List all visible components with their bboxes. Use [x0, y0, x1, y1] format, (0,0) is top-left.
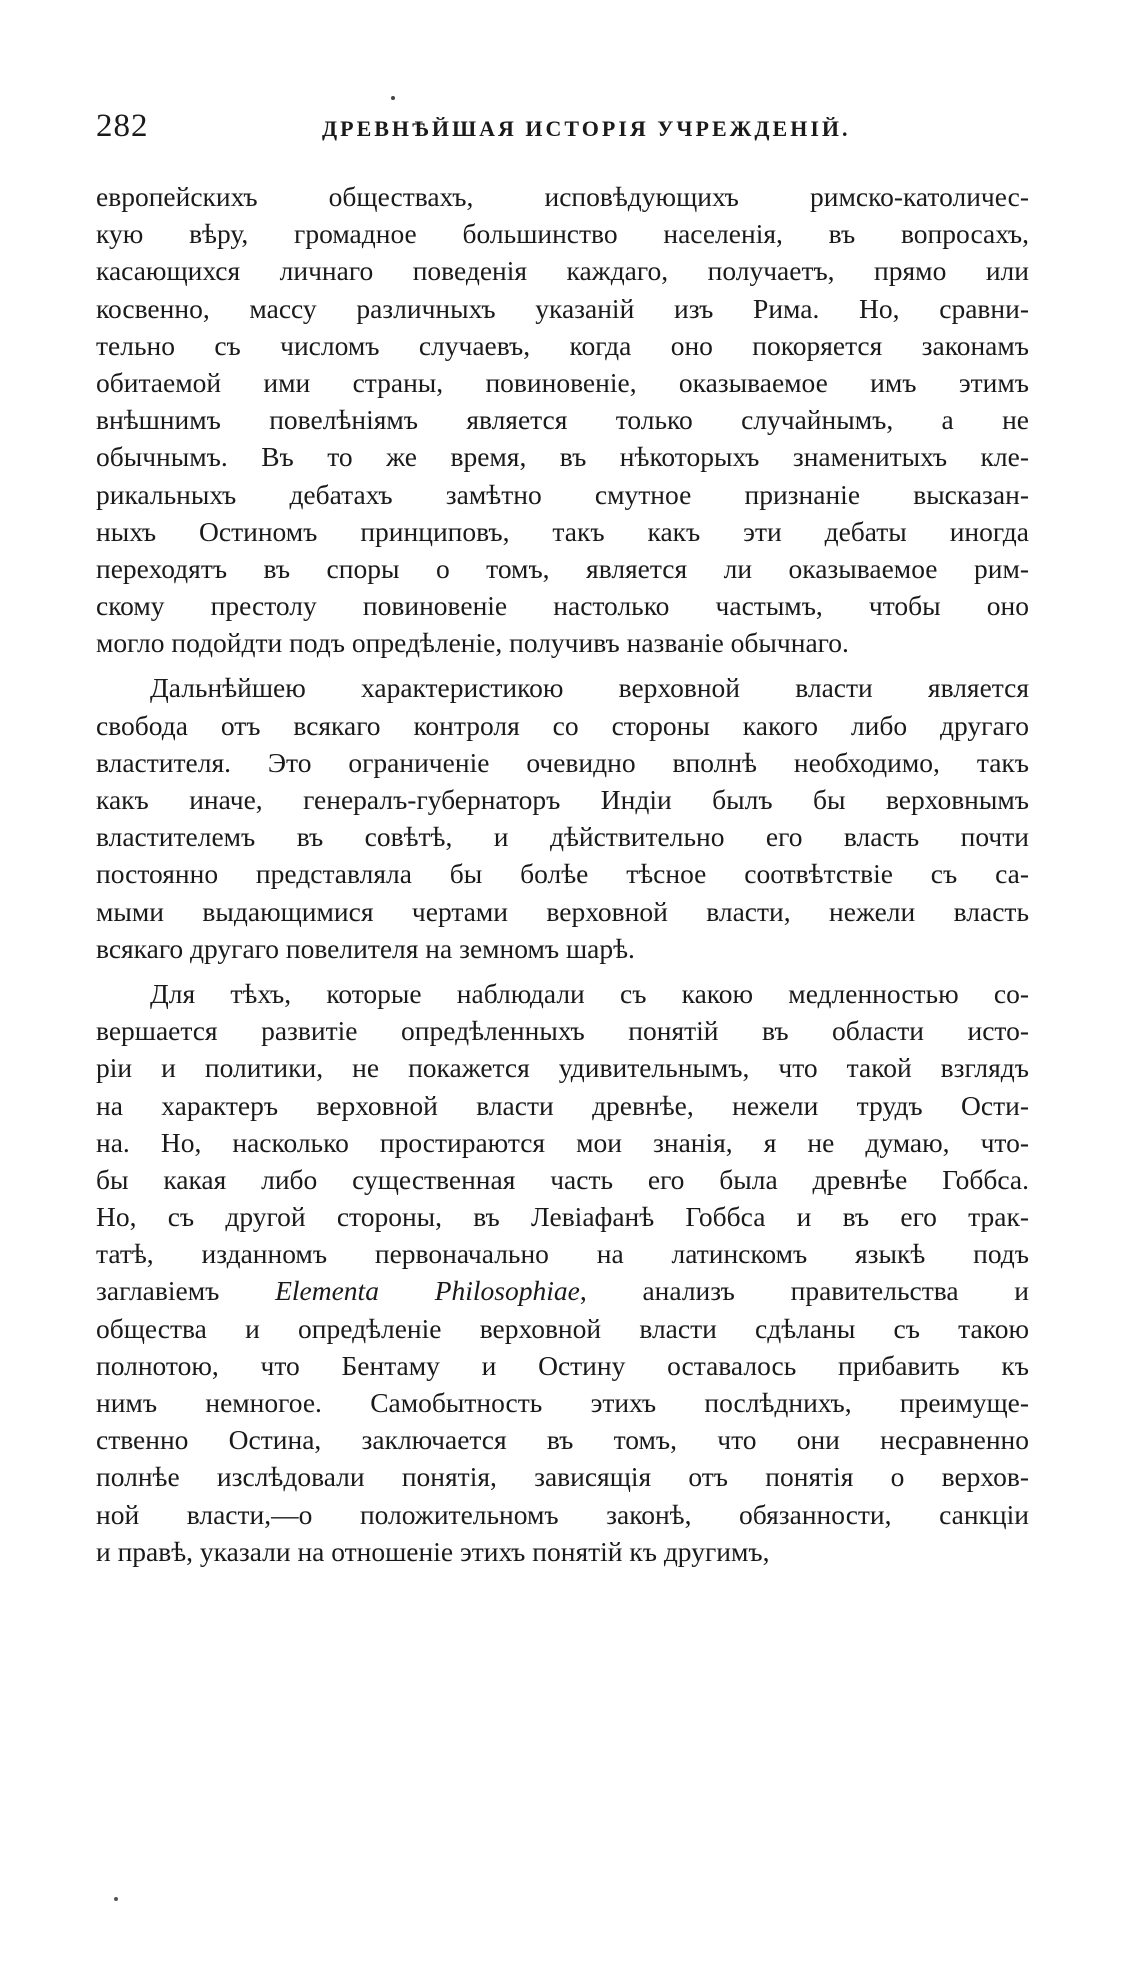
print-speck: [391, 96, 395, 100]
paragraph: [96, 975, 1029, 1570]
page-header: [96, 108, 1024, 148]
print-speck: [114, 1897, 118, 1901]
text-line: могло подойдти подъ опредѣленіе, получивъ названіе обычнаго.: [96, 627, 849, 659]
text-line: властителемъ въ совѣтѣ, и дѣйствительно его власть почти: [96, 821, 1029, 853]
text-line: внѣшнимъ повелѣніямъ является только случайнымъ, а не: [96, 404, 1029, 436]
text-line: на характеръ верховной власти древнѣе, нежели трудъ Ости-: [96, 1089, 1029, 1121]
text-line: властителя. Это ограниченіе очевидно вполнѣ необходимо, такъ: [96, 746, 1029, 778]
paragraph: [96, 178, 1029, 661]
text-line: свобода отъ всякаго контроля со стороны какого либо другаго: [96, 709, 1029, 741]
text-line: скому престолу повиновеніе настолько частымъ, чтобы оно: [96, 590, 1029, 622]
text-line: бы какая либо существенная часть его была древнѣе Гоббса.: [96, 1163, 1029, 1195]
paragraph: [96, 669, 1029, 967]
text-line: всякаго другаго повелителя на земномъ шарѣ.: [96, 932, 635, 964]
text-line: вершается развитіе опредѣленныхъ понятій въ области исто-: [96, 1015, 1029, 1047]
text-line: ныхъ Остиномъ принциповъ, такъ какъ эти дебаты иногда: [96, 515, 1029, 547]
text-line: рикальныхъ дебатахъ замѣтно смутное признаніе высказан-: [96, 478, 1029, 510]
text-line: полнѣе изслѣдовали понятія, зависящія отъ понятія о верхов-: [96, 1461, 1029, 1493]
text-line: обычнымъ. Въ то же время, въ нѣкоторыхъ знаменитыхъ кле-: [96, 441, 1029, 473]
text-line: ной власти,—о положительномъ законѣ, обязанности, санкціи: [96, 1498, 1029, 1530]
text-line: европейскихъ обществахъ, исповѣдующихъ римско-католичес-: [96, 181, 1029, 212]
text-line: переходятъ въ споры о томъ, является ли оказываемое рим-: [96, 552, 1029, 584]
text-line: общества и опредѣленіе верховной власти сдѣланы съ такою: [96, 1312, 1029, 1344]
body-text: [96, 178, 1029, 1570]
page-number: 282: [96, 108, 149, 144]
paragraph-gap: [96, 967, 1029, 975]
text-line: и правѣ, указали на отношеніе этихъ понятій къ другимъ,: [96, 1535, 770, 1567]
text-line: кую вѣру, громадное большинство населенія, въ вопросахъ,: [96, 218, 1029, 250]
text-line: ріи и политики, не покажется удивительнымъ, что такой взглядъ: [96, 1052, 1029, 1084]
running-title: ДРЕВНѢЙШАЯ ИСТОРІЯ УЧРЕЖДЕНІЙ.: [322, 116, 851, 141]
text-line: Но, съ другой стороны, въ Левіафанѣ Гоббса и въ его трак-: [96, 1201, 1029, 1233]
text-line: какъ иначе, генералъ-губернаторъ Индіи былъ бы верховнымъ: [96, 784, 1029, 815]
text-line: тельно съ числомъ случаевъ, когда оно покоряется законамъ: [96, 329, 1029, 361]
text-line: касающихся личнаго поведенія каждаго, получаетъ, прямо или: [96, 255, 1029, 287]
text-line: косвенно, массу различныхъ указаній изъ Рима. Но, сравни-: [96, 292, 1029, 324]
text-line: постоянно представляла бы болѣе тѣсное соотвѣтствіе съ са-: [96, 858, 1029, 890]
text-line: Для тѣхъ, которые наблюдали съ какою медленностью со-: [150, 977, 1029, 1009]
text-line: мыми выдающимися чертами верховной власти, нежели власть: [96, 895, 1029, 927]
paragraph-gap: [96, 661, 1029, 669]
text-line: обитаемой ими страны, повиновеніе, оказываемое имъ этимъ: [96, 366, 1029, 398]
italic-title: Elementa Philosophiae: [275, 1275, 580, 1307]
text-line: нимъ немногое. Самобытность этихъ послѣднихъ, преимуще-: [96, 1387, 1029, 1418]
text-line: Дальнѣйшею характеристикою верховной власти является: [150, 672, 1029, 704]
text-line: на. Но, насколько простираются мои знанія, я не думаю, что-: [96, 1126, 1029, 1158]
text-line: полнотою, что Бентаму и Остину оставалось прибавить къ: [96, 1349, 1029, 1381]
text-line: заглавіемъ Elementa Philosophiae, анализъ правительства и: [96, 1275, 1029, 1307]
text-line: ственно Остина, заключается въ томъ, что они несравненно: [96, 1424, 1029, 1456]
text-line: татѣ, изданномъ первоначально на латинскомъ языкѣ подъ: [96, 1238, 1029, 1270]
